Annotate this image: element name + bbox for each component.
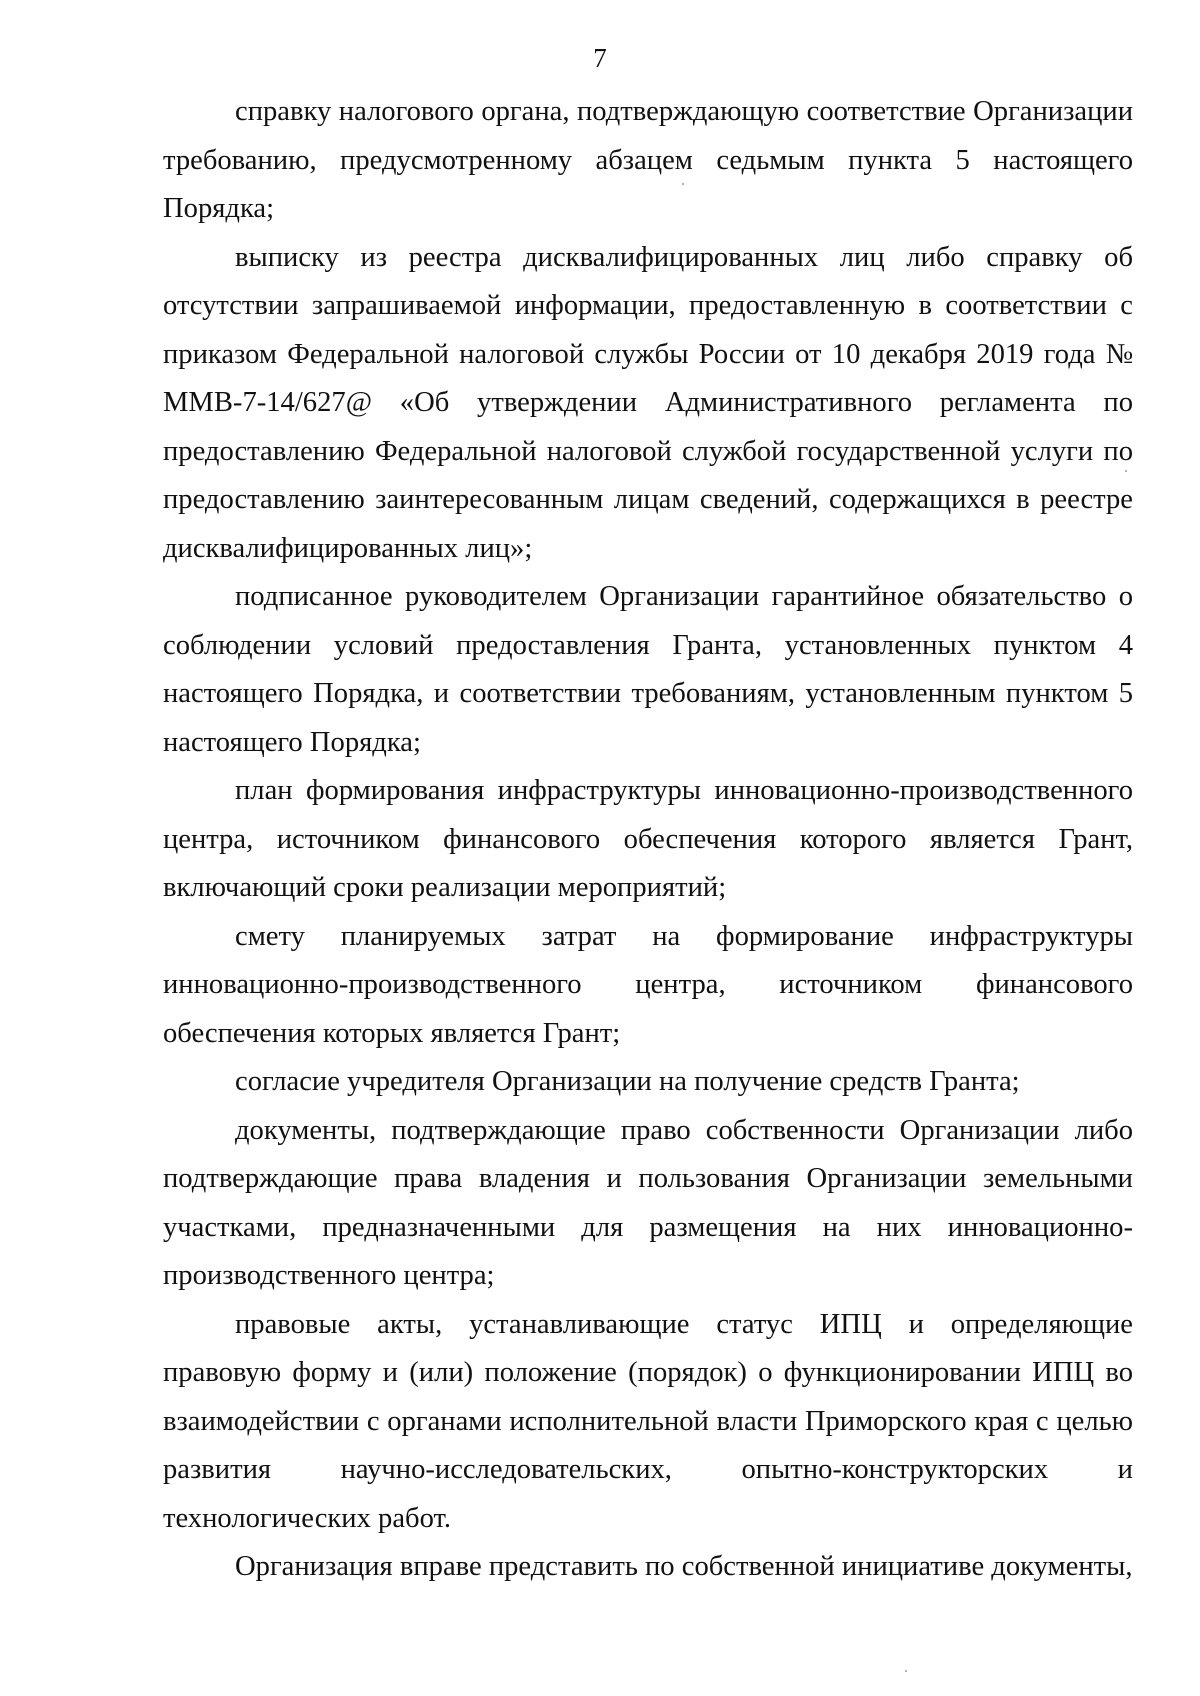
- paragraph-guarantee-obligation: подписанное руководителем Организации гарантийное обязательство о соблюдении условий предоставления Гранта, установленных пунктом 4 настоящего Порядка, и соответствии требованиям, установленным пунктом 5 настоящего Порядка;: [163, 581, 1133, 758]
- paragraph-voluntary-documents: Организация вправе представить по собственной инициативе документы,: [235, 1551, 1133, 1582]
- paragraph-tax-certificate: справку налогового органа, подтверждающую соответствие Организации требованию, предусмотренному абзацем седьмым пункта 5 настоящего Порядка;: [163, 96, 1133, 224]
- paragraph-legal-acts-status: правовые акты, устанавливающие статус ИПЦ и определяющие правовую форму и (или) положение (порядок) о функционировании ИПЦ во взаимодействии с органами исполнительной власти Приморского края с целью развития научно-исследовательских, опытно-конструкторских и технологических работ.: [163, 1308, 1133, 1534]
- paragraph-land-rights-documents: документы, подтверждающие право собственности Организации либо подтверждающие права владения и пользования Организации земельными участками, предназначенными для размещения на них инновационно-производственного центра;: [163, 1114, 1133, 1291]
- document-body: [163, 88, 1133, 1592]
- paragraph-founder-consent: согласие учредителя Организации на получение средств Гранта;: [235, 1066, 1020, 1097]
- page-number: 7: [593, 43, 607, 73]
- paragraph-infrastructure-plan: план формирования инфраструктуры инновационно-производственного центра, источником финансового обеспечения которого является Грант, включающий сроки реализации мероприятий;: [163, 775, 1133, 903]
- paragraph-cost-estimate: смету планируемых затрат на формирование инфраструктуры инновационно-производственного центра, источником финансового обеспечения которых является Грант;: [163, 920, 1133, 1049]
- paragraph-disqualified-registry-extract: выписку из реестра дисквалифицированных лиц либо справку об отсутствии запрашиваемой информации, предоставленную в соответствии с приказом Федеральной налоговой службы России от 10 декабря 2019 года № ММВ-7-14/627@ «Об утверждении Административного регламента по предоставлению Федеральной налоговой службой государственной услуги по предоставлению заинтересованным лицам сведений, содержащихся в реестре дисквалифицированных лиц»;: [163, 241, 1133, 564]
- scan-speck: [1125, 470, 1127, 472]
- scan-speck: [905, 1670, 907, 1672]
- scan-speck: [682, 183, 684, 185]
